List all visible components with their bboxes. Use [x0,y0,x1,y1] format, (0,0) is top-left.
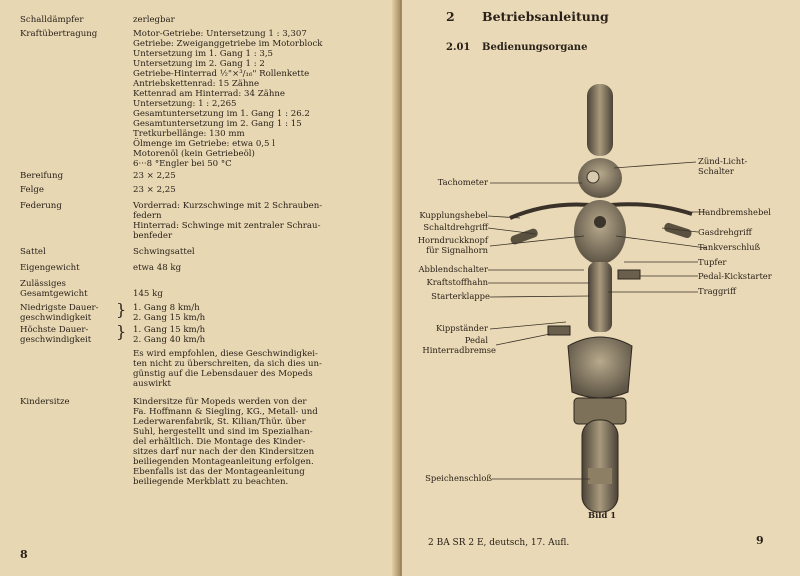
callout-left: Schaltdrehgriff [423,222,488,232]
spec-label: geschwindigkeit [20,313,92,323]
spec-value: 6···8 °Engler bei 50 °C [133,159,232,169]
section-title: Bedienungsorgane [482,42,588,53]
spec-value: Antriebskettenrad: 15 Zähne [133,79,260,89]
callout-left: Hinterradbremse [422,345,496,355]
spec-value: 2. Gang 40 km/h [133,335,206,345]
spec-value: Kettenrad am Hinterrad: 34 Zähne [133,89,285,99]
callout-right: Handbremshebel [698,207,771,217]
spec-label: Federung [20,201,62,211]
kindersitz-line: Suhl, hergestellt und sind im Spezialhan- [133,427,313,437]
callout-left: Starterklappe [431,291,490,301]
callout-left: Horndruckknopf [417,235,488,245]
figure-caption: Bild 1 [588,510,617,520]
spec-label: Sattel [20,247,46,257]
spec-value: Untersetzung im 2. Gang 1 : 2 [133,59,265,69]
spec-value: 1. Gang 8 km/h [133,303,200,313]
callout-right: Tankverschluß [698,242,761,252]
spec-value: auswirkt [133,379,171,389]
spec-value: federn [133,211,162,221]
spec-value: Gesamtuntersetzung im 2. Gang 1 : 15 [133,119,302,129]
kindersitz-line: beiliegenden Montageanleitung erfolgen. [133,457,314,467]
page-number-right: 9 [756,534,764,547]
callout-left: Pedal [464,335,488,345]
spec-label: Niedrigste Dauer- [20,303,99,313]
spec-value: Motorenöl (kein Getriebeöl) [133,149,255,159]
spec-value: Es wird empfohlen, diese Geschwindigkei- [133,349,318,359]
spec-value: zerlegbar [133,15,175,25]
spec-value: Getriebe: Zweiganggetriebe im Motorblock [133,39,323,49]
left-page [0,0,398,576]
spec-value: 2. Gang 15 km/h [133,313,206,323]
kindersitz-label: Kindersitze [20,397,70,407]
kindersitz-line: del erhältlich. Die Montage des Kinder- [133,437,306,447]
spec-value: ten nicht zu überschreiten, da sich dies un- [133,359,322,369]
spec-value: Schwingsattel [133,247,195,257]
callout-right: Zünd-Licht- [698,156,748,166]
callout-left: Kupplungshebel [419,210,488,220]
spec-value: Gesamtuntersetzung im 1. Gang 1 : 26.2 [133,109,310,119]
spec-value: Vorderrad: Kurzschwinge mit 2 Schrauben- [133,201,323,211]
spec-value: Tretkurbellänge: 130 mm [133,129,245,139]
footer-note: 2 BA SR 2 E, deutsch, 17. Aufl. [428,538,570,548]
spec-value: 23 × 2,25 [133,171,176,181]
spec-label: Kraftübertragung [20,29,98,39]
spec-label: Zulässiges [20,279,66,289]
callout-left: Speichenschloß [425,473,492,483]
spec-value: Untersetzung im 1. Gang 1 : 3,5 [133,49,274,59]
spec-value: etwa 48 kg [133,263,182,273]
callout-left: Tachometer [437,177,488,187]
chapter-number: 2 [446,9,455,24]
callout-left: für Signalhorn [426,245,488,255]
spec-value: Ölmenge im Getriebe: etwa 0,5 l [133,139,275,149]
spec-value: günstig auf die Lebensdauer des Mopeds [133,369,313,379]
spec-value: benfeder [133,231,173,241]
brace-niedrigste: } [116,300,127,319]
callout-right: Pedal-Kickstarter [698,271,772,281]
callout-right: Gasdrehgriff [698,227,752,237]
right-page [402,0,800,576]
brace-hoechste: } [116,322,127,341]
moped-illustration [402,0,800,576]
spec-value: Motor-Getriebe: Untersetzung 1 : 3,307 [133,29,307,39]
callout-left: Abblendschalter [418,264,488,274]
spec-label: Bereifung [20,171,64,181]
spec-value: 23 × 2,25 [133,185,176,195]
callout-right: Schalter [698,166,734,176]
page-number-left: 8 [20,548,28,561]
kindersitz-line: Fa. Hoffmann & Siegling, KG., Metall- und [133,407,318,417]
callout-left: Kraftstoffhahn [426,277,488,287]
callout-right: Tupfer [698,257,727,267]
spec-label: Höchste Dauer- [20,325,89,335]
spec-value: Untersetzung: 1 : 2,265 [133,99,237,109]
spec-label: Schalldämpfer [20,15,84,25]
spec-value: Hinterrad: Schwinge mit zentraler Schrau- [133,221,321,231]
spec-label: Gesamtgewicht [20,289,88,299]
spec-label: Eigengewicht [20,263,80,273]
kindersitz-line: Kindersitze für Mopeds werden von der [133,397,307,407]
callout-right: Traggriff [698,286,736,296]
kindersitz-line: Lederwarenfabrik, St. Kilian/Thür. über [133,417,306,427]
chapter-title: Betriebsanleitung [482,9,609,24]
spec-value: Getriebe-Hinterrad ½"×³/₁₆" Rollenkette [133,69,310,79]
spec-label: geschwindigkeit [20,335,92,345]
section-number: 2.01 [446,42,471,53]
kindersitz-line: sitzes darf nur nach der den Kindersitzen [133,447,315,457]
spec-value: 1. Gang 15 km/h [133,325,206,335]
spec-label: Felge [20,185,44,195]
kindersitz-line: beiliegende Merkblatt zu beachten. [133,477,289,487]
callout-left: Kippständer [435,323,488,333]
spec-value: 145 kg [133,289,163,299]
kindersitz-line: Ebenfalls ist das der Montageanleitung [133,467,305,477]
